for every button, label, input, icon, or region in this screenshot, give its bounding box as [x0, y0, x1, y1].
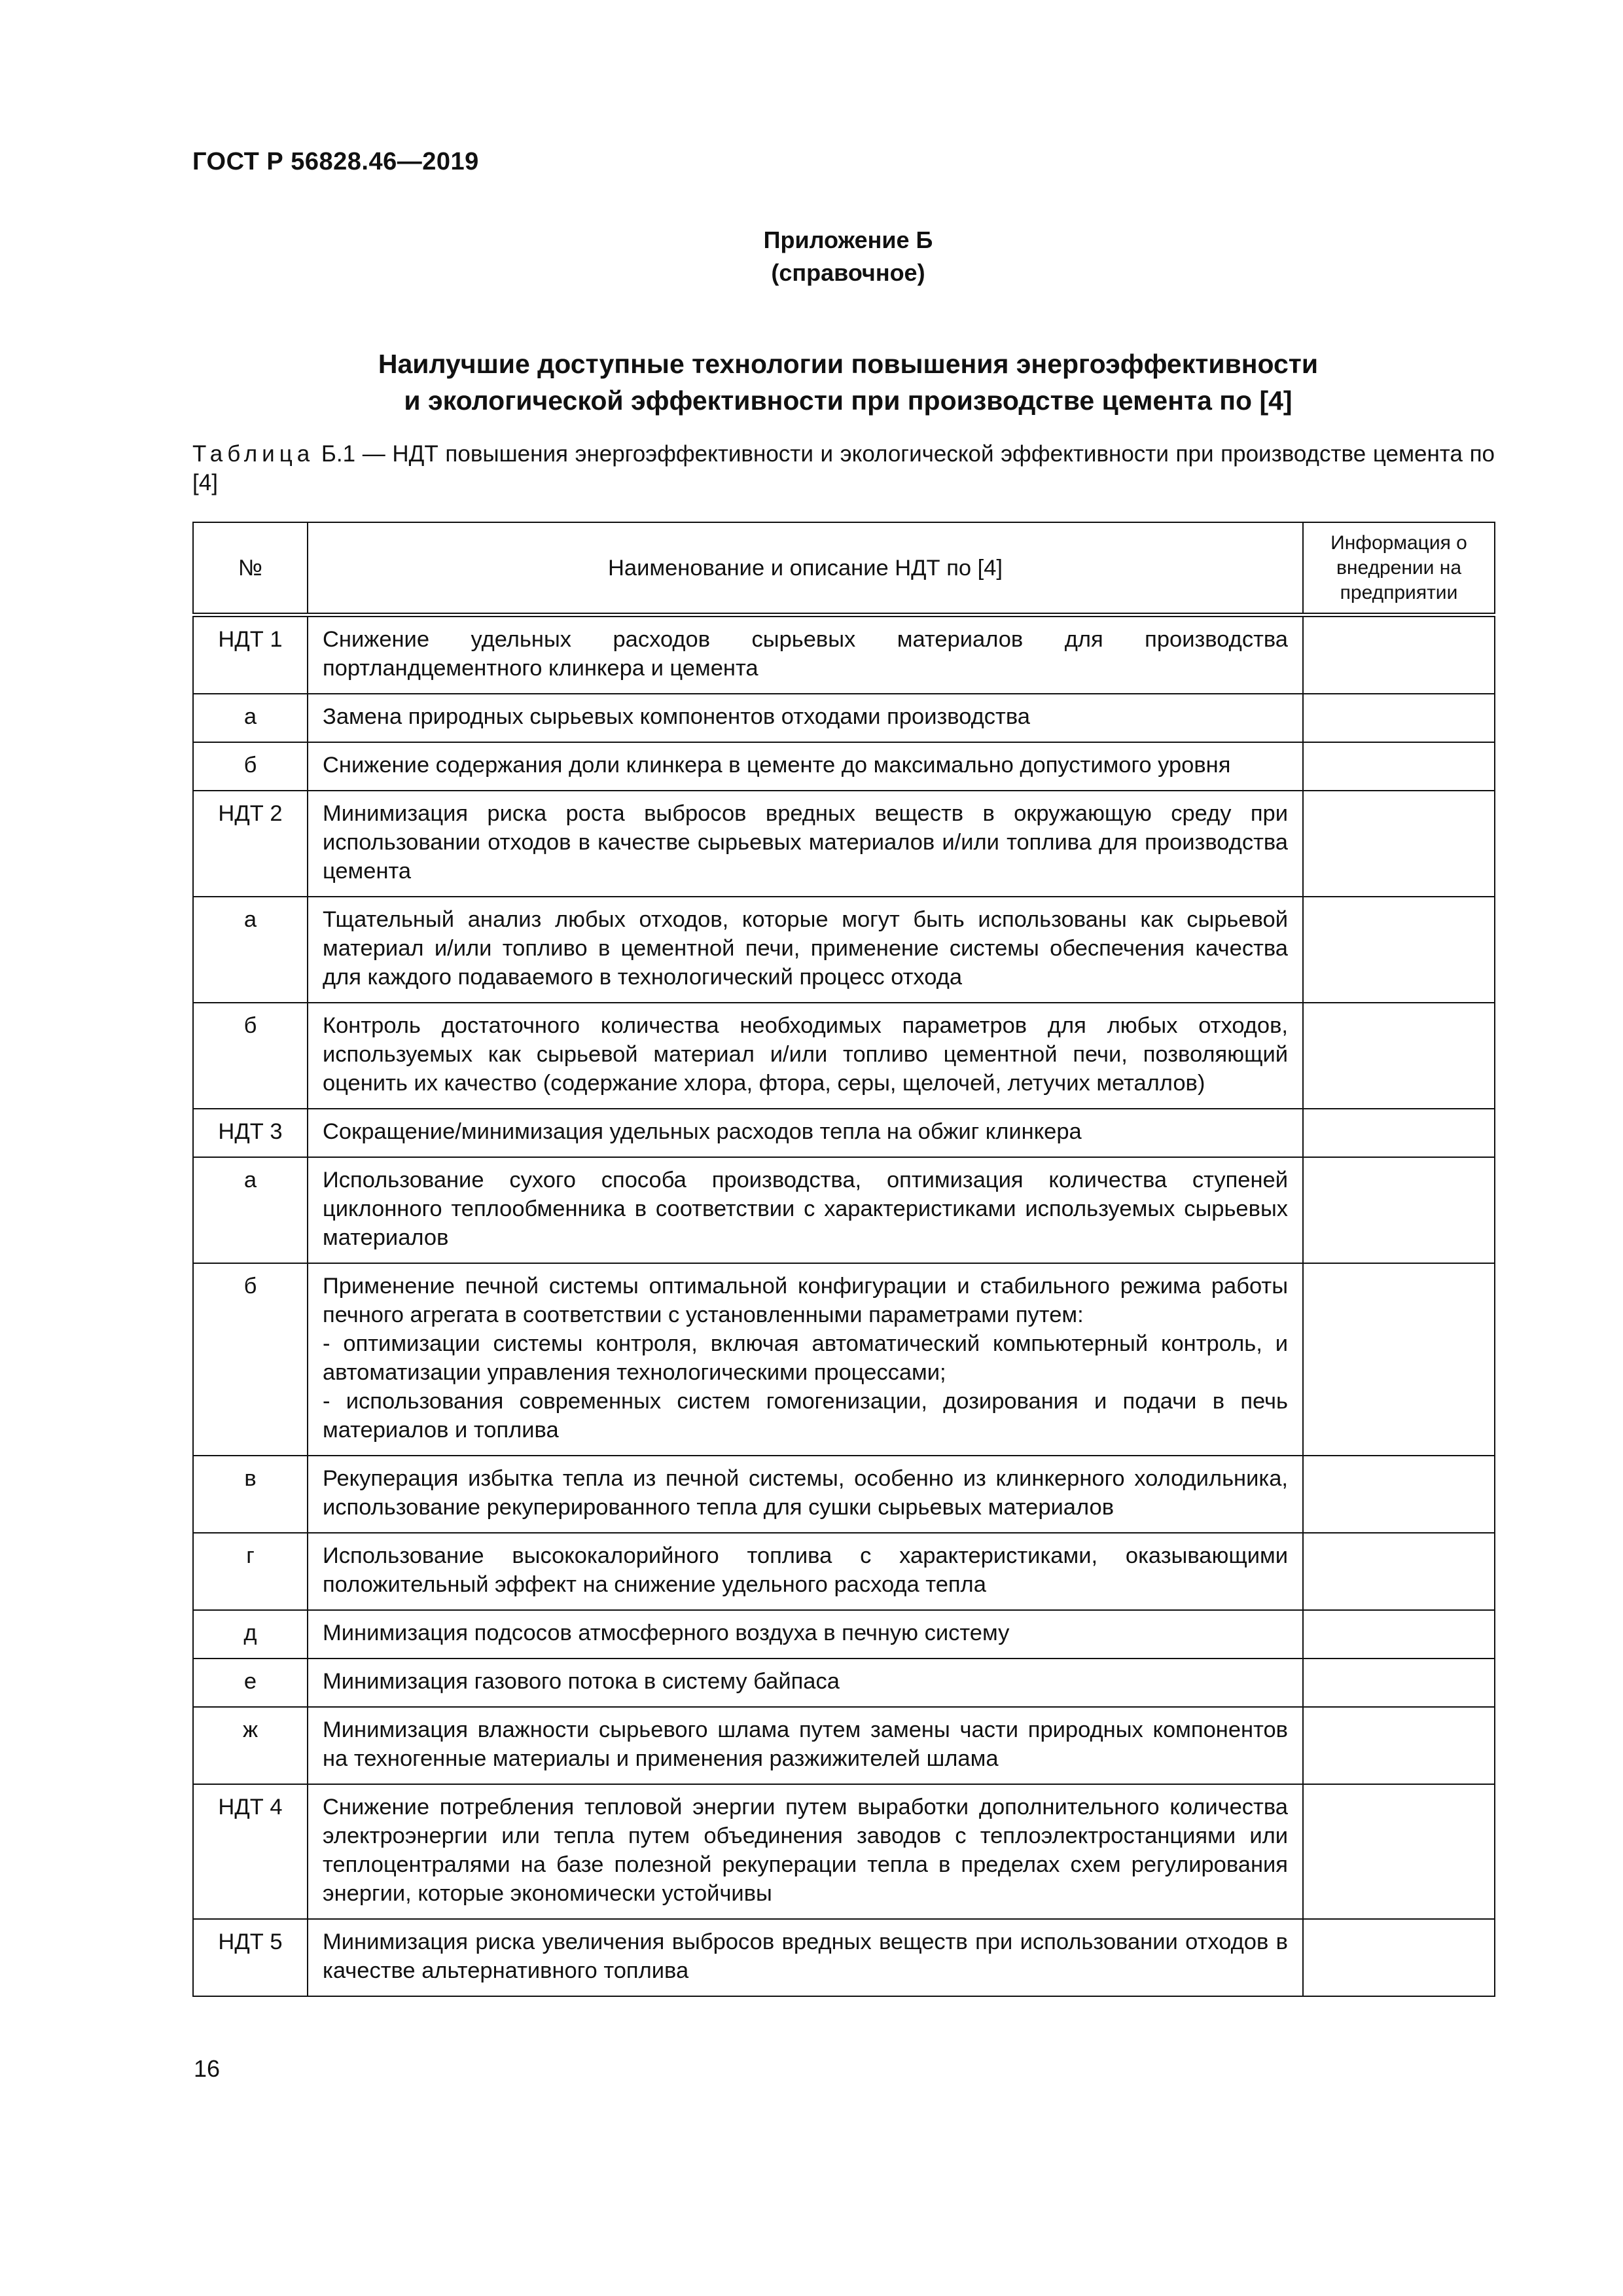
row-description: Сокращение/минимизация удельных расходов тепла на обжиг клинкера — [308, 1109, 1303, 1157]
row-number: б — [193, 1003, 308, 1109]
row-implementation-info — [1303, 1919, 1495, 1996]
row-implementation-info — [1303, 1784, 1495, 1919]
table-row — [193, 1109, 1495, 1157]
row-description: Рекуперация избытка тепла из печной системы, особенно из клинкерного холодильника, использование рекуперированного тепла для сушки сырьевых материалов — [308, 1456, 1303, 1533]
table-row — [193, 1456, 1495, 1533]
table-caption — [192, 440, 1495, 497]
row-number: в — [193, 1456, 308, 1533]
row-description-intro: Применение печной системы оптимальной конфигурации и стабильного режима работы печного агрегата в соответствии с установленными параметрами путем: — [323, 1274, 1288, 1327]
table-row — [193, 615, 1495, 694]
row-description: Снижение потребления тепловой энергии путем выработки дополнительного количества электроэнергии или тепла путем объединения заводов с теплоэлектростанциями или теплоцентралями на базе полезной рекуперации тепла в пределах схем регулирования энергии, которые экономически устойчивы — [308, 1784, 1303, 1919]
row-description: Замена природных сырьевых компонентов отходами производства — [308, 694, 1303, 742]
row-number: а — [193, 694, 308, 742]
table-row — [193, 1784, 1495, 1919]
row-number: а — [193, 897, 308, 1003]
row-number: а — [193, 1157, 308, 1263]
table-row — [193, 791, 1495, 897]
row-implementation-info — [1303, 694, 1495, 742]
row-implementation-info — [1303, 1109, 1495, 1157]
section-title-line-1: Наилучшие доступные технологии повышения энергоэффективности — [378, 349, 1319, 379]
table-caption-label: Таблица — [192, 441, 315, 467]
row-description: Минимизация риска увеличения выбросов вредных веществ при использовании отходов в качестве альтернативного топлива — [308, 1919, 1303, 1996]
row-implementation-info — [1303, 1659, 1495, 1707]
row-implementation-info — [1303, 1610, 1495, 1659]
row-description: Контроль достаточного количества необходимых параметров для любых отходов, используемых как сырьевой материал и/или топливо цементной печи, позволяющий оценить их качество (содержание хлора, фтора, серы, щелочей, летучих металлов) — [308, 1003, 1303, 1109]
table-header-row — [193, 522, 1495, 615]
header-num: № — [193, 522, 308, 615]
row-number: б — [193, 742, 308, 791]
row-implementation-info — [1303, 1533, 1495, 1610]
table-row — [193, 1610, 1495, 1659]
table-row — [193, 1919, 1495, 1996]
row-number: НДТ 4 — [193, 1784, 308, 1919]
row-implementation-info — [1303, 1157, 1495, 1263]
table-row — [193, 1707, 1495, 1784]
table-row — [193, 1157, 1495, 1263]
row-number: б — [193, 1263, 308, 1456]
row-number: НДТ 1 — [193, 615, 308, 694]
section-title — [37, 346, 1623, 419]
table-row — [193, 1263, 1495, 1456]
row-description — [308, 1263, 1303, 1456]
row-number: г — [193, 1533, 308, 1610]
row-number: НДТ 3 — [193, 1109, 308, 1157]
row-description: Тщательный анализ любых отходов, которые могут быть использованы как сырьевой материал и/или топливо в цементной печи, применение системы обеспечения качества для каждого подаваемого в технологический процесс отхода — [308, 897, 1303, 1003]
row-implementation-info — [1303, 897, 1495, 1003]
header-description: Наименование и описание НДТ по [4] — [308, 522, 1303, 615]
table-row — [193, 694, 1495, 742]
row-implementation-info — [1303, 615, 1495, 694]
table-row — [193, 1003, 1495, 1109]
row-implementation-info — [1303, 1003, 1495, 1109]
row-number: НДТ 2 — [193, 791, 308, 897]
row-description: Минимизация газового потока в систему байпаса — [308, 1659, 1303, 1707]
row-description: Минимизация риска роста выбросов вредных веществ в окружающую среду при использовании отходов в качестве сырьевых материалов и/или топлива для производства цемента — [308, 791, 1303, 897]
row-description: Использование высококалорийного топлива с характеристиками, оказывающими положительный эффект на снижение удельного расхода тепла — [308, 1533, 1303, 1610]
row-implementation-info — [1303, 791, 1495, 897]
ndt-table — [192, 522, 1495, 1997]
row-description: Минимизация подсосов атмосферного воздуха в печную систему — [308, 1610, 1303, 1659]
appendix-type: (справочное) — [771, 259, 925, 286]
row-implementation-info — [1303, 1456, 1495, 1533]
row-implementation-info — [1303, 1263, 1495, 1456]
row-description: Снижение удельных расходов сырьевых материалов для производства портландцементного клинкера и цемента — [308, 615, 1303, 694]
document-code: ГОСТ Р 56828.46—2019 — [192, 148, 479, 175]
row-description-item: - использования современных систем гомогенизации, дозирования и подачи в печь материалов и топлива — [323, 1389, 1288, 1443]
table-row — [193, 742, 1495, 791]
row-description-item: - оптимизации системы контроля, включая автоматический компьютерный контроль, и автоматизации управления технологическими процессами; — [323, 1331, 1288, 1385]
row-description: Минимизация влажности сырьевого шлама путем замены части природных компонентов на техногенные материалы и применения разжижителей шлама — [308, 1707, 1303, 1784]
header-implementation-info: Информация о внедрении на предприятии — [1303, 522, 1495, 615]
row-number: НДТ 5 — [193, 1919, 308, 1996]
row-description: Снижение содержания доли клинкера в цементе до максимально допустимого уровня — [308, 742, 1303, 791]
row-implementation-info — [1303, 742, 1495, 791]
row-description: Использование сухого способа производства, оптимизация количества ступеней циклонного теплообменника в соответствии с характеристиками используемых сырьевых материалов — [308, 1157, 1303, 1263]
table-row — [193, 1659, 1495, 1707]
section-title-line-2: и экологической эффективности при производстве цемента по [4] — [404, 386, 1293, 416]
row-number: е — [193, 1659, 308, 1707]
appendix-title: Приложение Б — [763, 226, 933, 253]
row-implementation-info — [1303, 1707, 1495, 1784]
page-number: 16 — [194, 2055, 221, 2082]
table-row — [193, 1533, 1495, 1610]
row-number: ж — [193, 1707, 308, 1784]
table-row — [193, 897, 1495, 1003]
table-caption-text: Б.1 — НДТ повышения энергоэффективности и экологической эффективности при производстве цемента по [4] — [192, 441, 1495, 495]
row-number: д — [193, 1610, 308, 1659]
